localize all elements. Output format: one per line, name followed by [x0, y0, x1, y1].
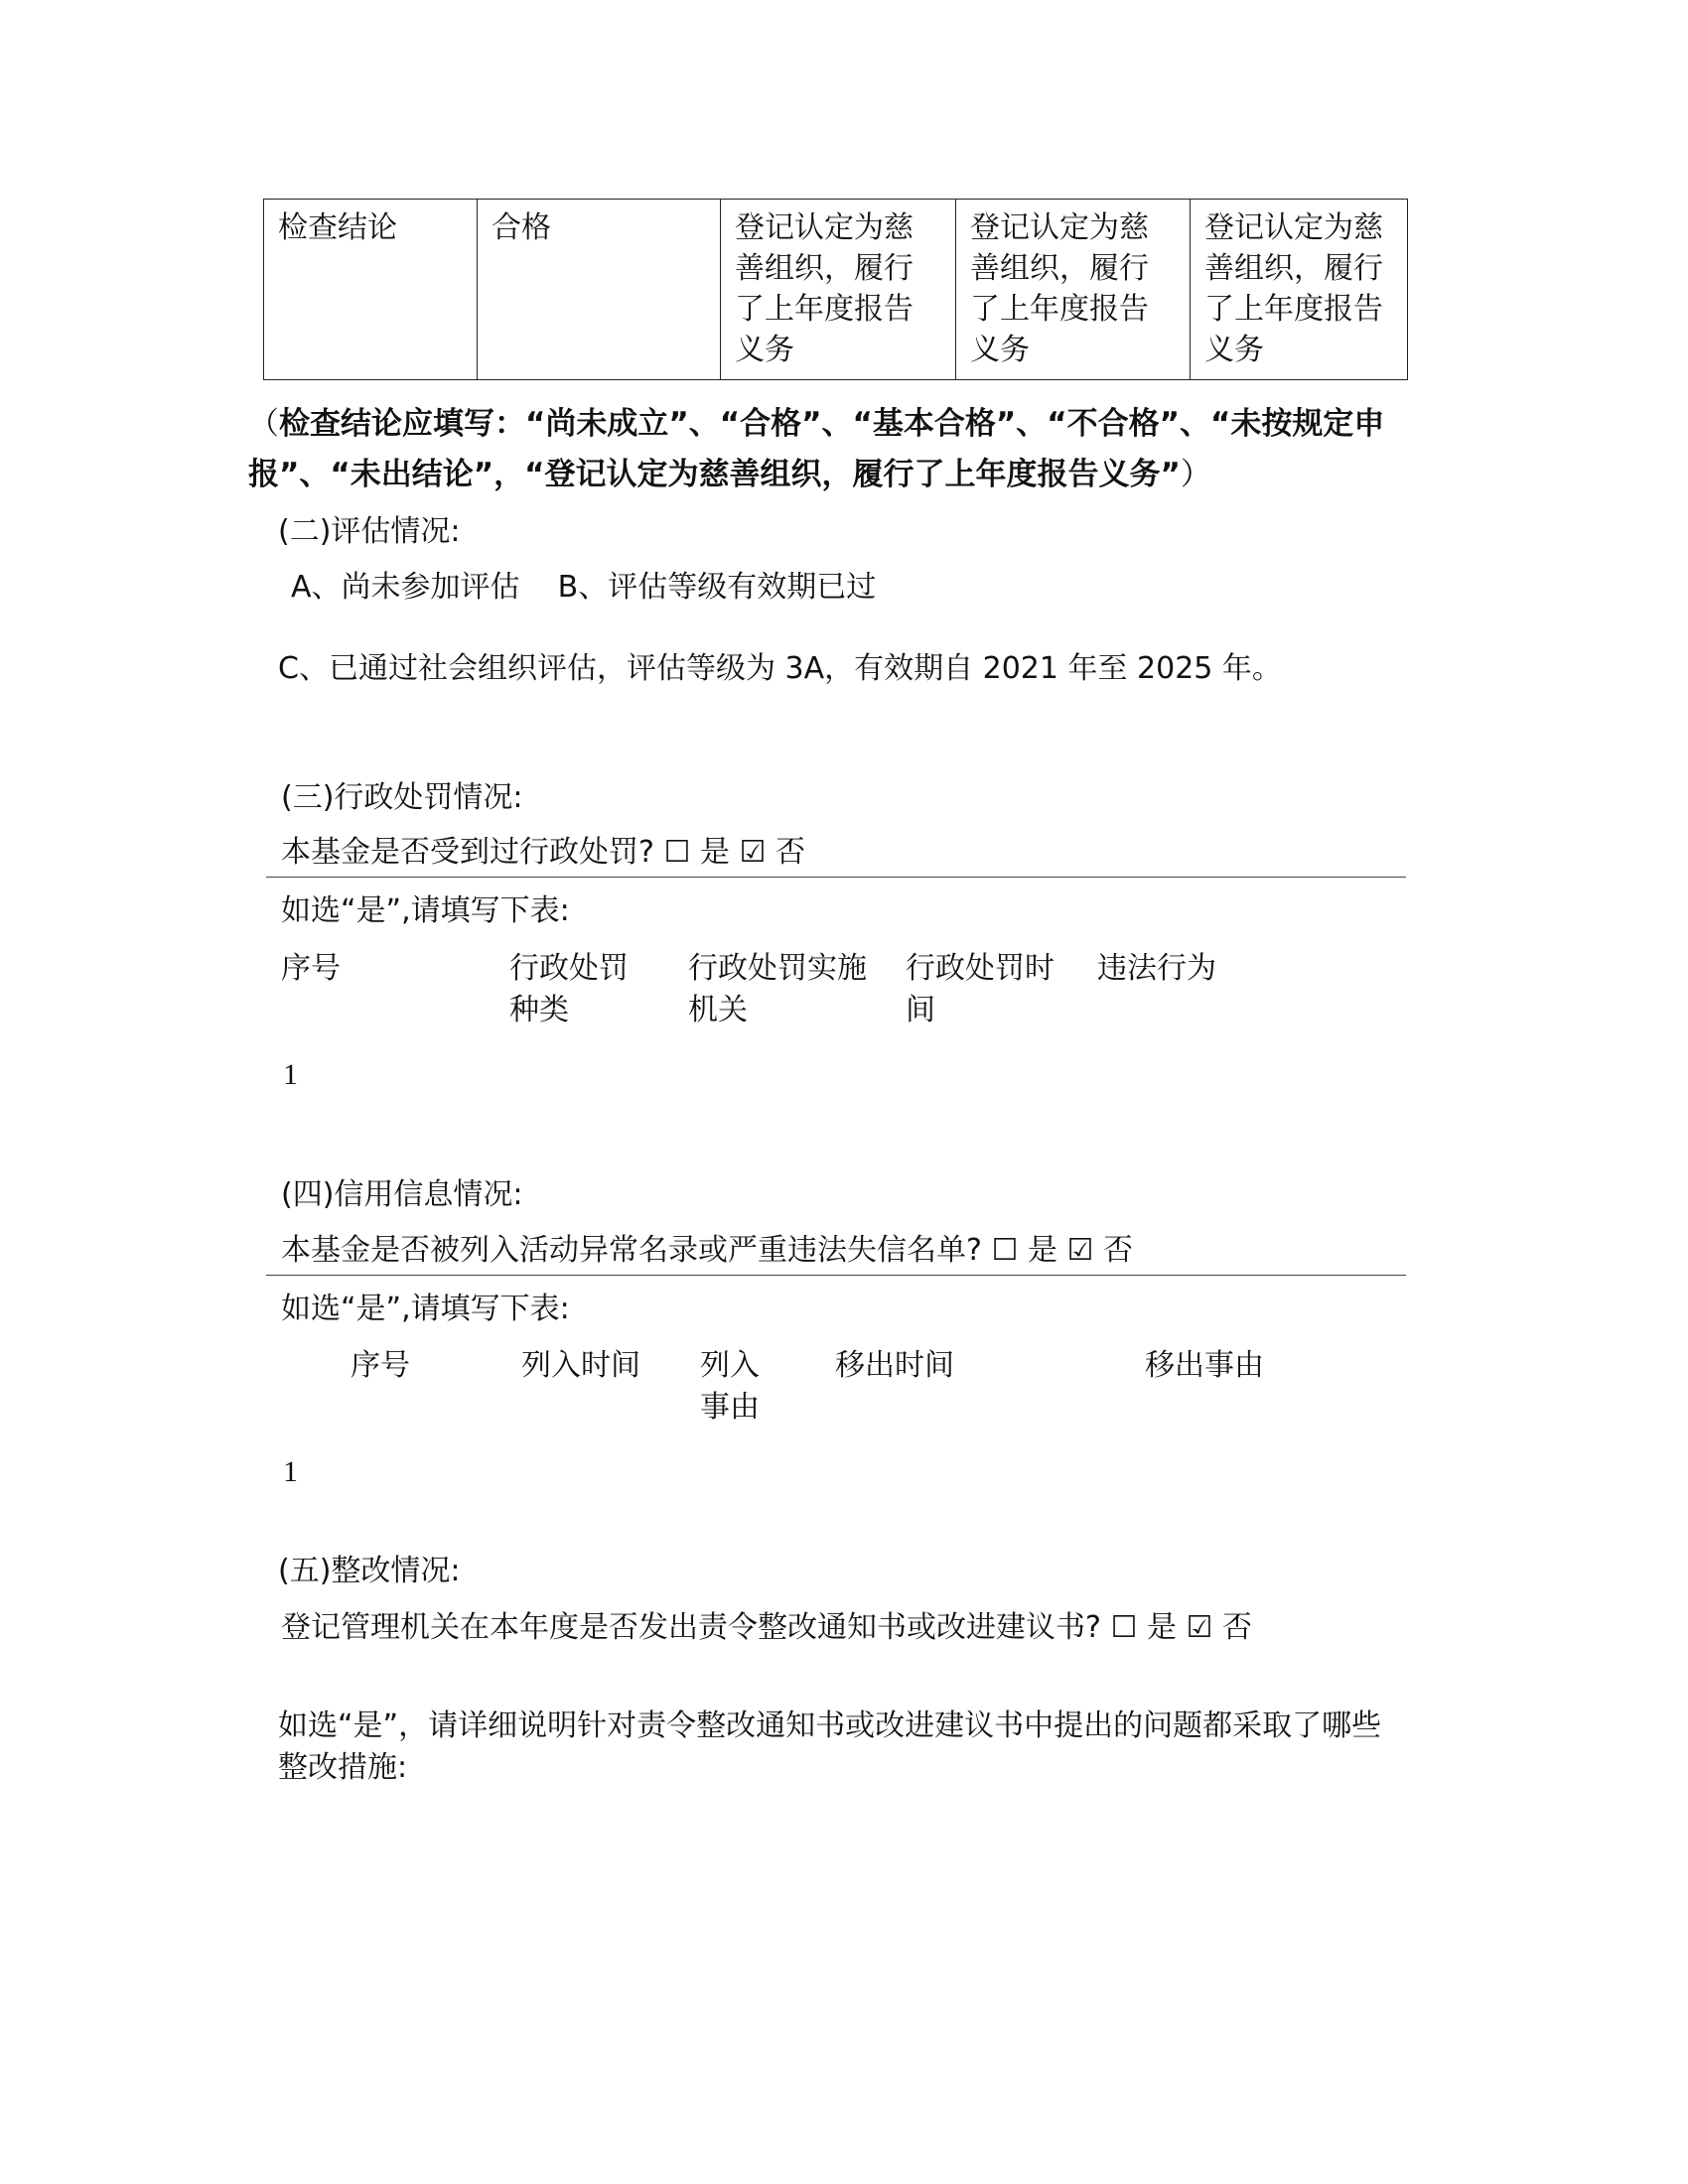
checkbox-no-checked[interactable]: ☑: [1066, 1233, 1094, 1268]
option-yes-label: 是: [1027, 1233, 1057, 1268]
evaluation-option-ab: A、尚未参加评估 B、评估等级有效期已过: [291, 570, 877, 605]
option-no-label: 否: [1102, 1233, 1133, 1268]
inspection-note: [248, 399, 1440, 500]
penalty-col-type: 行政处罚种类: [509, 951, 629, 1027]
penalty-question: 本基金是否受到过行政处罚?: [281, 835, 654, 870]
checkbox-no-checked[interactable]: ☑: [739, 835, 767, 870]
inspection-conclusion-table: [263, 199, 1408, 380]
divider: [266, 877, 1406, 878]
note-bold-text: 检查结论应填写：“尚未成立”、“合格”、“基本合格”、“不合格”、“未按规定申报”、“未出结论”，“登记认定为慈善组织，履行了上年度报告义务”: [248, 406, 1385, 492]
checkbox-yes[interactable]: ☐: [1110, 1610, 1138, 1645]
credit-if-yes: 如选“是”,请填写下表:: [281, 1292, 570, 1326]
option-yes-label: 是: [1146, 1610, 1177, 1645]
checkbox-yes[interactable]: ☐: [991, 1233, 1019, 1268]
credit-row-index: 1: [283, 1455, 298, 1488]
table-row: [264, 200, 1408, 380]
rectify-heading: (五)整改情况:: [278, 1554, 461, 1588]
credit-col-removed-reason: 移出事由: [1145, 1348, 1264, 1383]
credit-heading: (四)信用信息情况:: [281, 1177, 523, 1212]
note-close-paren: ）: [1180, 457, 1211, 492]
divider: [266, 1275, 1406, 1276]
credit-col-listed-time: 列入时间: [521, 1348, 640, 1383]
credit-question-line: [281, 1230, 1133, 1272]
checkbox-yes[interactable]: ☐: [663, 835, 691, 870]
option-yes-label: 是: [699, 835, 730, 870]
table-cell-result: 合格: [478, 200, 721, 380]
option-no-label: 否: [774, 835, 805, 870]
penalty-col-index: 序号: [281, 951, 341, 986]
table-cell-col4: 登记认定为慈善组织，履行了上年度报告义务: [956, 200, 1191, 380]
credit-col-removed-time: 移出时间: [835, 1348, 954, 1383]
rectify-question: 登记管理机关在本年度是否发出责令整改通知书或改进建议书?: [281, 1610, 1101, 1645]
penalty-col-time: 行政处罚时间: [906, 951, 1055, 1027]
evaluation-option-c: C、已通过社会组织评估，评估等级为 3A，有效期自 2021 年至 2025 年。: [278, 651, 1282, 686]
credit-question: 本基金是否被列入活动异常名录或严重违法失信名单?: [281, 1233, 982, 1268]
table-cell-col3: 登记认定为慈善组织，履行了上年度报告义务: [721, 200, 956, 380]
option-no-label: 否: [1221, 1610, 1252, 1645]
penalty-col-authority: 行政处罚实施机关: [688, 951, 867, 1027]
evaluation-heading: (二)评估情况:: [278, 514, 461, 549]
penalty-if-yes: 如选“是”,请填写下表:: [281, 893, 570, 928]
credit-col-index: 序号: [351, 1348, 410, 1383]
penalty-heading: (三)行政处罚情况:: [281, 780, 523, 815]
checkbox-no-checked[interactable]: ☑: [1186, 1610, 1213, 1645]
rectify-question-line: [281, 1607, 1252, 1649]
penalty-col-violation: 违法行为: [1097, 951, 1216, 986]
penalty-row-index: 1: [283, 1058, 298, 1091]
rectify-if-yes: 如选“是”，请详细说明针对责令整改通知书或改进建议书中提出的问题都采取了哪些整改措施:: [278, 1708, 1382, 1785]
penalty-question-line: [281, 832, 805, 874]
table-cell-label: 检查结论: [264, 200, 478, 380]
table-cell-col5: 登记认定为慈善组织，履行了上年度报告义务: [1191, 200, 1408, 380]
credit-col-listed-reason: 列入事由: [700, 1348, 760, 1425]
note-open-paren: （: [248, 406, 279, 442]
